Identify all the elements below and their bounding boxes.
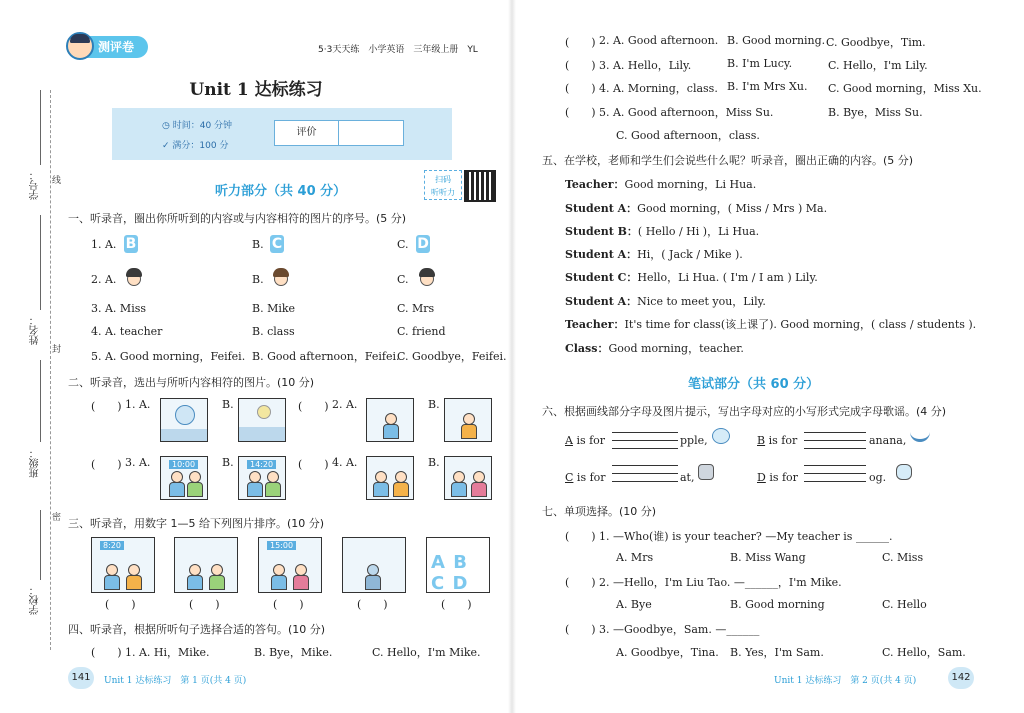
s4-q4-b: B. I'm Mrs Xu.	[727, 80, 808, 93]
dialog-line-6: Student A：Nice to meet you，Lily.	[565, 295, 766, 308]
s2-q4-num: 4. A.	[332, 456, 358, 469]
s7-q2-text: 2. —Hello，I'm Liu Tao. —______，I'm Mike.	[599, 576, 842, 589]
s2-q2-paren[interactable]: ( )	[298, 400, 329, 413]
clock-14-picture[interactable]: 14:20	[238, 456, 286, 500]
s6-b-line-3[interactable]	[804, 448, 866, 449]
s3-blank-5[interactable]: ( )	[441, 598, 472, 611]
dialog-line-7: Teacher：It's time for class(该上课了). Good morning，( class / students ).	[565, 318, 977, 331]
s4-q3-a: 3. A. Hello，Lily.	[599, 59, 692, 72]
footer-right: Unit 1 达标练习 第 2 页(共 4 页)	[774, 676, 917, 686]
s6-item-d: D is for	[757, 471, 798, 484]
s1-q2-c: C.	[397, 273, 409, 286]
badge-label: 测评卷	[98, 40, 135, 54]
s4-q2-paren[interactable]: ( )	[565, 36, 596, 49]
school-line	[40, 510, 41, 580]
listening-section-title: 听力部分（共 40 分）	[215, 184, 347, 199]
s4-q5-paren[interactable]: ( )	[565, 106, 596, 119]
s3-blank-2[interactable]: ( )	[189, 598, 220, 611]
s4-q4-c: C. Good morning，Miss Xu.	[828, 82, 982, 95]
binding-line	[50, 90, 51, 650]
student-no-label: 学号：	[30, 170, 41, 200]
mascot-icon	[66, 32, 94, 60]
s6-a-tail: pple,	[680, 434, 708, 447]
s3-picture-2[interactable]	[174, 537, 238, 593]
s4-q1-b: B. Bye，Mike.	[254, 646, 333, 659]
s1-q4-b: B. class	[252, 325, 295, 338]
cat-icon	[698, 464, 718, 482]
s3-picture-4[interactable]	[342, 537, 406, 593]
section-7-title: 七、单项选择。(10 分)	[542, 505, 657, 518]
s1-q1-a: 1. A.	[91, 238, 117, 251]
qr-code-icon[interactable]	[464, 170, 496, 202]
header-info: 5·3天天练 小学英语 三年级上册 YL	[318, 45, 478, 55]
s6-c-line-1[interactable]	[612, 465, 678, 466]
s3-picture-5[interactable]	[426, 537, 490, 593]
s6-item-b: B is for	[757, 434, 798, 447]
s4-q5-a: 5. A. Good afternoon，Miss Su.	[599, 106, 774, 119]
seal-char-3: 密	[52, 513, 62, 523]
s2-q1-num: 1. A.	[125, 398, 151, 411]
girl-head-icon[interactable]	[124, 266, 144, 288]
s6-a-line-1[interactable]	[612, 432, 678, 433]
boy-head-icon[interactable]	[271, 266, 291, 288]
class-label: 班级：	[30, 448, 41, 478]
boy-picture[interactable]	[444, 398, 492, 442]
s7-q2-b[interactable]: B. Good morning	[730, 598, 825, 611]
abcd-letters: A B C D	[431, 552, 469, 593]
dialog-line-1: Teacher：Good morning，Li Hua.	[565, 178, 757, 191]
two-kids-picture-a[interactable]	[366, 456, 414, 500]
s1-q5-c: C. Goodbye，Feifei.	[397, 350, 507, 363]
s3-picture-1[interactable]: 8:20	[91, 537, 155, 593]
s3-blank-1[interactable]: ( )	[105, 598, 136, 611]
footer-left: Unit 1 达标练习 第 1 页(共 4 页)	[104, 676, 247, 686]
s7-q1-c[interactable]: C. Miss	[882, 551, 924, 564]
name-line	[40, 215, 41, 310]
s7-q1-a[interactable]: A. Mrs	[616, 551, 654, 564]
seal-char-1: 线	[52, 176, 62, 186]
evaluation-blank[interactable]	[339, 121, 403, 145]
s7-q3-paren[interactable]: ( )	[565, 623, 596, 636]
s6-c-tail: at,	[680, 471, 695, 484]
s2-q2-b: B.	[428, 398, 440, 411]
time-info: ◷ 时间：40 分钟	[162, 121, 233, 131]
s1-q5-a: 5. A. Good morning，Feifei.	[91, 350, 246, 363]
class-line	[40, 360, 41, 442]
seal-char-2: 封	[52, 345, 62, 355]
s2-q2-num: 2. A.	[332, 398, 358, 411]
s7-q3-b[interactable]: B. Yes，I'm Sam.	[730, 646, 824, 659]
s7-q2-c[interactable]: C. Hello	[882, 598, 927, 611]
score-info: ✓ 满分：100 分	[162, 141, 229, 151]
dialog-line-3: Student B：( Hello / Hi )，Li Hua.	[565, 225, 760, 238]
section-5-title: 五、在学校，老师和学生们会说些什么呢？听录音，圈出正确的内容。(5 分)	[542, 154, 914, 167]
s1-q1-b: B.	[252, 238, 264, 251]
s4-q1-a: 1. A. Hi，Mike.	[125, 646, 210, 659]
s4-q3-b: B. I'm Lucy.	[727, 57, 793, 70]
scan-label: 扫码 听听力	[424, 170, 462, 200]
s7-q2-a[interactable]: A. Bye	[616, 598, 652, 611]
s2-q1-b: B.	[222, 398, 234, 411]
sun-picture[interactable]	[160, 398, 208, 442]
s6-d-line-2[interactable]	[804, 473, 866, 474]
letter-c-option[interactable]: C	[271, 236, 283, 252]
s2-q1-paren[interactable]: ( )	[91, 400, 122, 413]
dialog-line-2: Student A：Good morning，( Miss / Mrs ) Ma.	[565, 202, 828, 215]
clock-10-picture[interactable]: 10:00	[160, 456, 208, 500]
s6-item-a: A is for	[565, 434, 606, 447]
section-2-title: 二、听录音，选出与所听内容相符的图片。(10 分)	[68, 376, 315, 389]
girl-picture[interactable]	[366, 398, 414, 442]
s6-a-line-3[interactable]	[612, 448, 678, 449]
s7-q2-paren[interactable]: ( )	[565, 576, 596, 589]
s6-b-tail: anana,	[869, 434, 907, 447]
s6-d-tail: og.	[869, 471, 887, 484]
s7-q3-a[interactable]: A. Goodbye，Tina.	[616, 646, 719, 659]
clock-icon: ◷	[162, 121, 173, 131]
written-section-title: 笔试部分（共 60 分）	[688, 377, 820, 392]
s4-q1-c: C. Hello，I'm Mike.	[372, 646, 481, 659]
s6-d-line-3[interactable]	[804, 481, 866, 482]
evaluation-box	[274, 120, 404, 146]
letter-d-option[interactable]: D	[417, 236, 429, 252]
section-6-title: 六、根据画线部分字母及图片提示，写出字母对应的小写形式完成字母歌谣。(4 分)	[542, 405, 947, 418]
s1-q3-b: B. Mike	[252, 302, 296, 315]
page-number-right: 142	[948, 667, 974, 689]
s6-b-line-2[interactable]	[804, 440, 866, 441]
dialog-line-4: Student A：Hi，( Jack / Mike ).	[565, 248, 743, 261]
s7-q1-text: 1. —Who(谁) is your teacher? —My teacher is ______.	[599, 530, 893, 543]
s3-blank-3[interactable]: ( )	[273, 598, 304, 611]
s6-b-line-1[interactable]	[804, 432, 866, 433]
s1-q4-c: C. friend	[397, 325, 446, 338]
apple-icon	[712, 428, 732, 446]
school-label: 学校：	[30, 585, 41, 615]
s4-q4-a: 4. A. Morning，class.	[599, 82, 718, 95]
s1-q2-b: B.	[252, 273, 264, 286]
s2-q3-paren[interactable]: ( )	[91, 458, 122, 471]
s2-q3-num: 3. A.	[125, 456, 151, 469]
s2-q3-b: B.	[222, 456, 234, 469]
letter-b-option[interactable]: B	[125, 236, 137, 252]
s1-q3-c: C. Mrs	[397, 302, 435, 315]
s2-q4-paren[interactable]: ( )	[298, 458, 329, 471]
s4-q5-b: B. Bye，Miss Su.	[828, 106, 923, 119]
s7-q3-c[interactable]: C. Hello，Sam.	[882, 646, 966, 659]
test-badge	[70, 36, 148, 58]
page-title: Unit 1 达标练习	[189, 80, 323, 100]
section-4-title: 四、听录音，根据所听句子选择合适的答句。(10 分)	[68, 623, 326, 636]
page-number-left: 141	[68, 667, 94, 689]
s7-q1-paren[interactable]: ( )	[565, 530, 596, 543]
s1-q4-a: 4. A. teacher	[91, 325, 163, 338]
student-no-line	[40, 90, 41, 165]
dialog-line-8: Class：Good morning，teacher.	[565, 342, 744, 355]
s4-q5-c: C. Good afternoon，class.	[616, 129, 760, 142]
check-icon: ✓	[162, 141, 173, 151]
s1-q1-c: C.	[397, 238, 409, 251]
s1-q3-a: 3. A. Miss	[91, 302, 146, 315]
s4-q1-paren[interactable]: ( )	[91, 646, 122, 659]
s3-blank-4[interactable]: ( )	[357, 598, 388, 611]
name-label: 姓名：	[30, 315, 41, 345]
s4-q2-c: C. Goodbye，Tim.	[826, 36, 926, 49]
s6-a-line-2[interactable]	[612, 440, 678, 441]
dialog-line-5: Student C：Hello，Li Hua. ( I'm / I am ) Lily.	[565, 271, 818, 284]
s4-q3-c: C. Hello，I'm Lily.	[828, 59, 928, 72]
s2-q4-b: B.	[428, 456, 440, 469]
s7-q3-text: 3. —Goodbye，Sam. —______	[599, 623, 760, 636]
s4-q3-paren[interactable]: ( )	[565, 59, 596, 72]
s4-q4-paren[interactable]: ( )	[565, 82, 596, 95]
s6-c-line-3[interactable]	[612, 481, 678, 482]
right-page	[512, 0, 1024, 713]
s6-item-c: C is for	[565, 471, 606, 484]
s7-q1-b[interactable]: B. Miss Wang	[730, 551, 806, 564]
s1-q2-a: 2. A.	[91, 273, 117, 286]
two-kids-picture-b[interactable]	[444, 456, 492, 500]
evaluation-label: 评价	[275, 121, 339, 145]
s1-q5-b: B. Good afternoon，Feifei.	[252, 350, 400, 363]
s6-d-line-1[interactable]	[804, 465, 866, 466]
s4-q2-b: B. Good morning.	[727, 34, 826, 47]
kid-head-icon[interactable]	[417, 266, 437, 288]
moon-picture[interactable]	[238, 398, 286, 442]
section-3-title: 三、听录音，用数字 1—5 给下列图片排序。(10 分)	[68, 517, 325, 530]
s4-q2-a: 2. A. Good afternoon.	[599, 34, 719, 47]
s6-c-line-2[interactable]	[612, 473, 678, 474]
s3-picture-3[interactable]: 15:00	[258, 537, 322, 593]
dog-icon	[896, 464, 916, 482]
banana-icon	[910, 428, 930, 446]
section-1-title: 一、听录音，圈出你所听到的内容或与内容相符的图片的序号。(5 分)	[68, 212, 407, 225]
info-box	[112, 108, 452, 160]
